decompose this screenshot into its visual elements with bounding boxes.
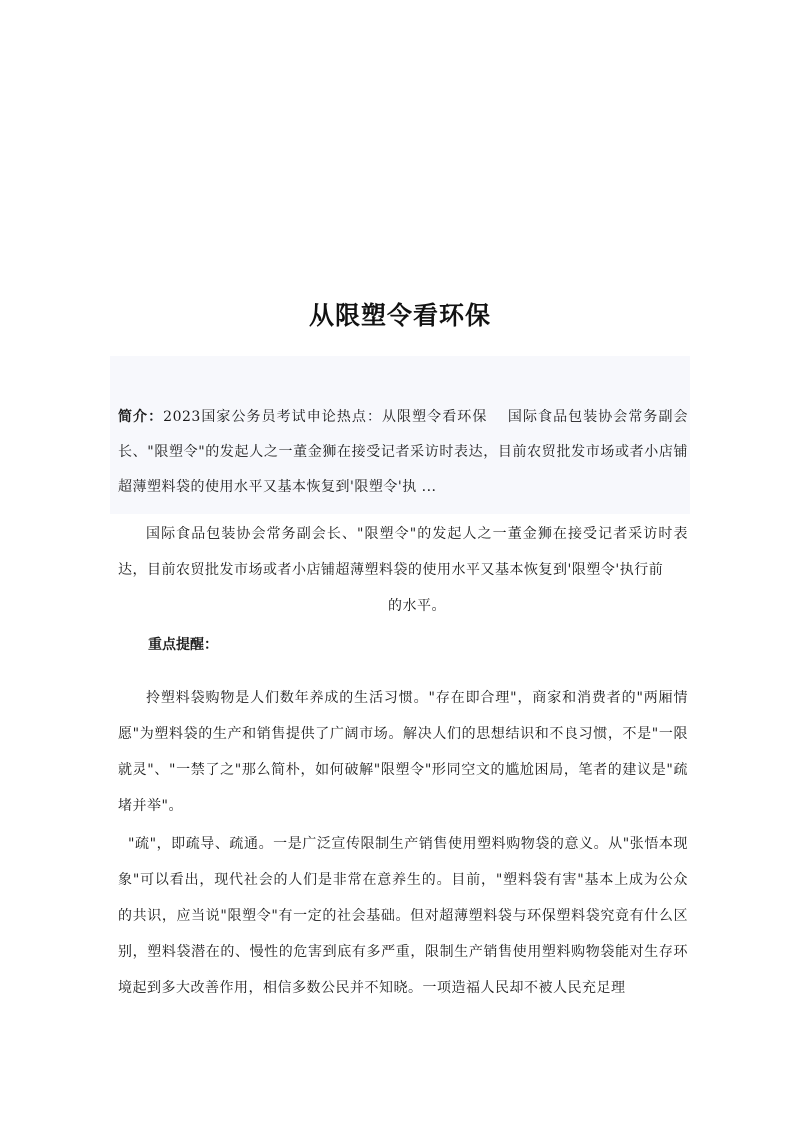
summary-paragraph [118, 400, 688, 505]
key-points-heading: 重点提醒： [148, 637, 218, 653]
intro-main-text: 国际食品包装协会常务副会长、"限塑令"的发起人之一董金狮在接受记者采访时表达，目前农贸批发市场或者小店铺超薄塑料袋的使用水平又基本恢复到'限塑令'执行前 [118, 526, 688, 578]
body-paragraph-2: "疏"，即疏导、疏通。一是广泛宣传限制生产销售使用塑料购物袋的意义。从"张悟本现象"可以看出，现代社会的人们是非常在意养生的。目前，"塑料袋有害"基本上成为公众的共识，应当说"限塑令"有一定的社会基础。但对超薄塑料袋与环保塑料袋究竟有什么区别，塑料袋潜在的、慢性的危害到底有多严重，限制生产销售使用塑料购物袋能对生存环境起到多大改善作用，相信多数公民并不知晓。一项造福人民却不被人民充足理 [118, 836, 688, 996]
summary-text: 2023国家公务员考试申论热点：从限塑令看环保 国际食品包装协会常务副会长、"限塑令"的发起人之一董金狮在接受记者采访时表达，目前农贸批发市场或者小店铺超薄塑料袋的使用水平又基本恢复到'限塑令'执 ... [118, 409, 689, 495]
summary-label: 简介： [118, 409, 164, 425]
intro-tail-text: 的水平。 [388, 598, 446, 614]
page-title: 从限塑令看环保 [308, 301, 491, 330]
intro-paragraph [118, 516, 688, 624]
body-paragraph-1: 拎塑料袋购物是人们数年养成的生活习惯。"存在即合理"，商家和消费者的"两厢情愿"为塑料袋的生产和销售提供了广阔市场。解决人们的思想结识和不良习惯，不是"一限就灵"、"一禁了之"那么简朴，如何破解"限塑令"形同空文的尴尬困局，笔者的建议是"疏堵并举"。 [118, 690, 688, 814]
